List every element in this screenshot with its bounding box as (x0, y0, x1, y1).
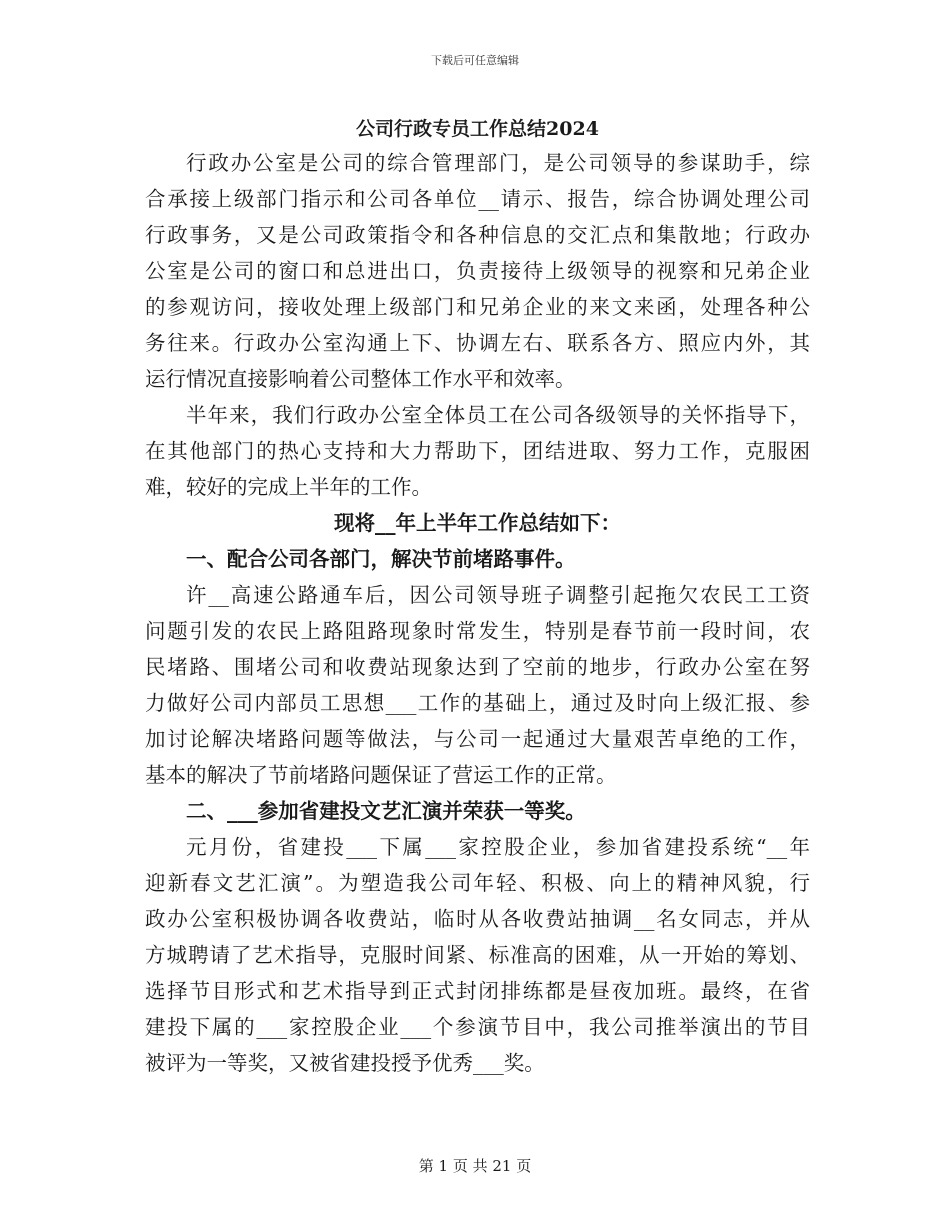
paragraph-line: 被评为一等奖，又被省建投授予优秀___奖。 (145, 1051, 545, 1075)
paragraph-line: 合承接上级部门指示和公司各单位__请示、报告，综合协调处理公司 (145, 187, 810, 211)
paragraph-line: 公室是公司的窗口和总进出口，负责接待上级领导的视察和兄弟企业 (145, 259, 810, 283)
paragraph-line: 务往来。行政办公室沟通上下、协调左右、联系各方、照应内外，其 (145, 331, 810, 355)
document-title: 公司行政专员工作总结2024 (356, 118, 599, 140)
paragraph-line: 许__高速公路通车后，因公司领导班子调整引起拖欠农民工工资 (186, 583, 810, 607)
paragraph-line: 行政办公室是公司的综合管理部门，是公司领导的参谋助手，综 (186, 151, 810, 175)
page-number-footer: 第 1 页 共 21 页 (418, 1157, 532, 1175)
paragraph-line: 民堵路、围堵公司和收费站现象达到了空前的地步，行政办公室在努 (145, 655, 810, 679)
header-note: 下载后可任意编辑 (431, 54, 519, 67)
paragraph-line: 迎新春文艺汇演”。为塑造我公司年轻、积极、向上的精神风貌，行 (145, 871, 810, 895)
paragraph-line: 半年来，我们行政办公室全体员工在公司各级领导的关怀指导下， (186, 403, 810, 427)
paragraph-line: 政办公室积极协调各收费站，临时从各收费站抽调__名女同志，并从 (145, 907, 810, 931)
paragraph-line: 选择节目形式和艺术指导到正式封闭排练都是昼夜加班。最终，在省 (145, 979, 810, 1003)
paragraph-line: 运行情况直接影响着公司整体工作水平和效率。 (145, 367, 576, 391)
summary-intro-heading: 现将__年上半年工作总结如下： (334, 511, 621, 535)
paragraph-line: 问题引发的农民上路阻路现象时常发生，特别是春节前一段时间，农 (145, 619, 810, 643)
paragraph-line: 的参观访问，接收处理上级部门和兄弟企业的来文来函，处理各种公 (145, 295, 810, 319)
document-body (145, 113, 810, 1081)
paragraph-line: 行政事务，又是公司政策指令和各种信息的交汇点和集散地；行政办 (145, 223, 810, 247)
paragraph-line: 基本的解决了节前堵路问题保证了营运工作的正常。 (145, 763, 617, 787)
paragraph-line: 方城聘请了艺术指导，克服时间紧、标准高的困难，从一开始的筹划、 (145, 943, 810, 967)
paragraph-line: 建投下属的___家控股企业___个参演节目中，我公司推举演出的节目 (145, 1015, 810, 1039)
paragraph-line: 元月份，省建投___下属___家控股企业，参加省建投系统“__年 (186, 835, 810, 859)
paragraph-line: 难，较好的完成上半年的工作。 (145, 475, 432, 499)
paragraph-line: 在其他部门的热心支持和大力帮助下，团结进取、努力工作，克服困 (145, 439, 810, 463)
paragraph-line: 加讨论解决堵路问题等做法，与公司一起通过大量艰苦卓绝的工作， (145, 727, 810, 751)
section-heading-1: 一、配合公司各部门，解决节前堵路事件。 (186, 547, 576, 571)
paragraph-line: 力做好公司内部员工思想___工作的基础上，通过及时向上级汇报、参 (145, 691, 810, 715)
section-heading-2: 二、___参加省建投文艺汇演并荣获一等奖。 (186, 799, 586, 823)
